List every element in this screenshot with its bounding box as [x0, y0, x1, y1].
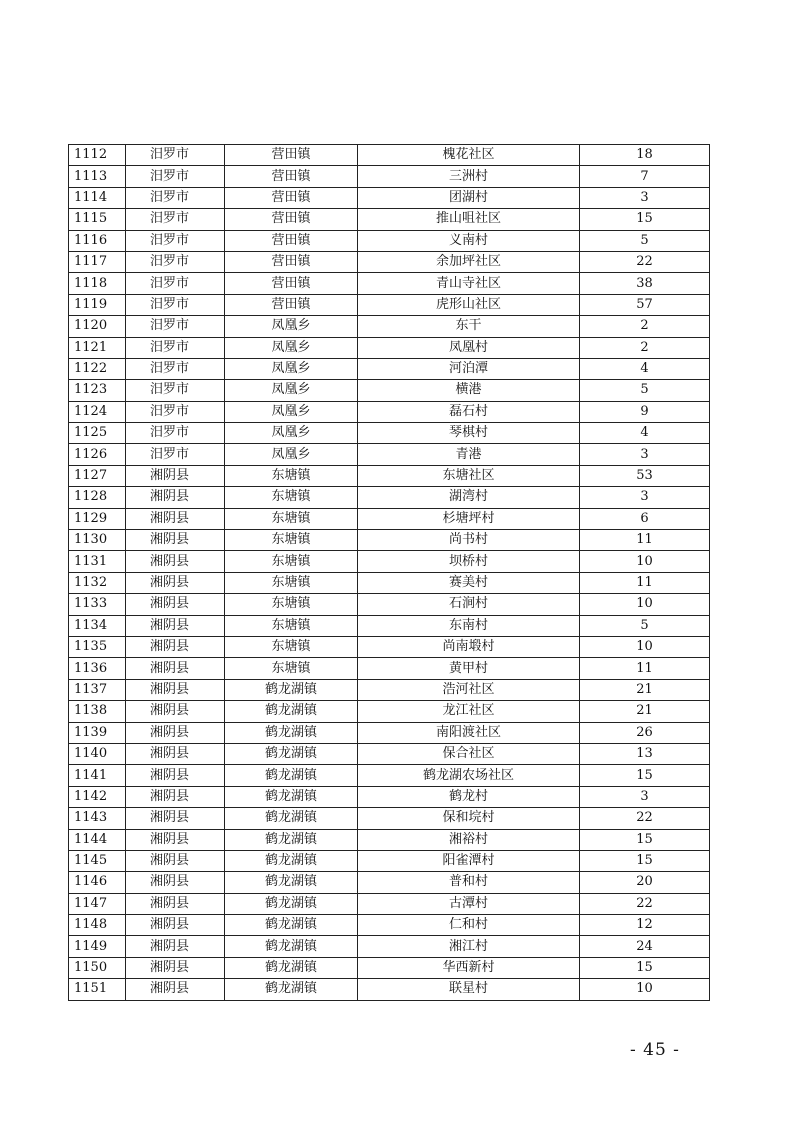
town-cell: 鹤龙湖镇 — [225, 701, 358, 722]
row-number-cell: 1133 — [69, 594, 126, 615]
table-row — [69, 594, 710, 615]
town-cell: 鹤龙湖镇 — [225, 979, 358, 1000]
village-cell: 河泊潭 — [358, 358, 580, 379]
row-number-cell: 1140 — [69, 743, 126, 764]
row-number-cell: 1121 — [69, 337, 126, 358]
town-cell: 凤凰乡 — [225, 444, 358, 465]
town-cell: 营田镇 — [225, 209, 358, 230]
table-row — [69, 722, 710, 743]
village-cell: 虎形山社区 — [358, 294, 580, 315]
village-cell: 青港 — [358, 444, 580, 465]
row-number-cell: 1149 — [69, 936, 126, 957]
village-cell: 横港 — [358, 380, 580, 401]
table-row — [69, 551, 710, 572]
town-cell: 东塘镇 — [225, 572, 358, 593]
town-cell: 东塘镇 — [225, 636, 358, 657]
city-cell: 湘阴县 — [126, 850, 225, 871]
village-cell: 普和村 — [358, 872, 580, 893]
row-number-cell: 1135 — [69, 636, 126, 657]
table-row — [69, 829, 710, 850]
city-cell: 汨罗市 — [126, 316, 225, 337]
count-cell: 21 — [580, 679, 710, 700]
count-cell: 3 — [580, 487, 710, 508]
table-row — [69, 251, 710, 272]
city-cell: 湘阴县 — [126, 765, 225, 786]
town-cell: 营田镇 — [225, 251, 358, 272]
city-cell: 湘阴县 — [126, 786, 225, 807]
table-row — [69, 230, 710, 251]
city-cell: 湘阴县 — [126, 594, 225, 615]
row-number-cell: 1138 — [69, 701, 126, 722]
row-number-cell: 1117 — [69, 251, 126, 272]
village-cell: 东干 — [358, 316, 580, 337]
village-cell: 琴棋村 — [358, 423, 580, 444]
village-cell: 仁和村 — [358, 915, 580, 936]
table-row — [69, 166, 710, 187]
count-cell: 6 — [580, 508, 710, 529]
table-row — [69, 786, 710, 807]
table-row — [69, 423, 710, 444]
town-cell: 东塘镇 — [225, 658, 358, 679]
table-row — [69, 316, 710, 337]
village-cell: 湖湾村 — [358, 487, 580, 508]
city-cell: 汨罗市 — [126, 145, 225, 166]
town-cell: 营田镇 — [225, 187, 358, 208]
town-cell: 凤凰乡 — [225, 401, 358, 422]
count-cell: 22 — [580, 893, 710, 914]
count-cell: 10 — [580, 551, 710, 572]
count-cell: 26 — [580, 722, 710, 743]
village-cell: 义南村 — [358, 230, 580, 251]
village-cell: 槐花社区 — [358, 145, 580, 166]
count-cell: 53 — [580, 465, 710, 486]
city-cell: 汨罗市 — [126, 423, 225, 444]
town-cell: 凤凰乡 — [225, 423, 358, 444]
count-cell: 4 — [580, 423, 710, 444]
row-number-cell: 1137 — [69, 679, 126, 700]
count-cell: 38 — [580, 273, 710, 294]
table-row — [69, 679, 710, 700]
city-cell: 湘阴县 — [126, 487, 225, 508]
village-cell: 保和垸村 — [358, 808, 580, 829]
city-cell: 湘阴县 — [126, 722, 225, 743]
city-cell: 湘阴县 — [126, 743, 225, 764]
village-cell: 黄甲村 — [358, 658, 580, 679]
village-cell: 尚南塅村 — [358, 636, 580, 657]
row-number-cell: 1142 — [69, 786, 126, 807]
village-cell: 青山寺社区 — [358, 273, 580, 294]
town-cell: 营田镇 — [225, 230, 358, 251]
count-cell: 15 — [580, 850, 710, 871]
count-cell: 2 — [580, 316, 710, 337]
table-row — [69, 957, 710, 978]
table-row — [69, 187, 710, 208]
town-cell: 东塘镇 — [225, 594, 358, 615]
count-cell: 9 — [580, 401, 710, 422]
town-cell: 东塘镇 — [225, 615, 358, 636]
count-cell: 12 — [580, 915, 710, 936]
row-number-cell: 1150 — [69, 957, 126, 978]
town-cell: 营田镇 — [225, 294, 358, 315]
city-cell: 湘阴县 — [126, 658, 225, 679]
table-row — [69, 936, 710, 957]
city-cell: 汨罗市 — [126, 380, 225, 401]
village-cell: 龙江社区 — [358, 701, 580, 722]
village-cell: 鹤龙湖农场社区 — [358, 765, 580, 786]
city-cell: 汨罗市 — [126, 294, 225, 315]
city-cell: 湘阴县 — [126, 701, 225, 722]
row-number-cell: 1144 — [69, 829, 126, 850]
row-number-cell: 1118 — [69, 273, 126, 294]
village-cell: 保合社区 — [358, 743, 580, 764]
village-cell: 南阳渡社区 — [358, 722, 580, 743]
village-cell: 阳雀潭村 — [358, 850, 580, 871]
town-cell: 东塘镇 — [225, 508, 358, 529]
town-cell: 营田镇 — [225, 166, 358, 187]
town-cell: 鹤龙湖镇 — [225, 829, 358, 850]
city-cell: 汨罗市 — [126, 337, 225, 358]
town-cell: 凤凰乡 — [225, 337, 358, 358]
table-row — [69, 530, 710, 551]
table-row — [69, 915, 710, 936]
village-cell: 余加坪社区 — [358, 251, 580, 272]
table-row — [69, 444, 710, 465]
city-cell: 湘阴县 — [126, 829, 225, 850]
table-row — [69, 850, 710, 871]
table-row — [69, 465, 710, 486]
count-cell: 3 — [580, 187, 710, 208]
town-cell: 东塘镇 — [225, 465, 358, 486]
count-cell: 4 — [580, 358, 710, 379]
row-number-cell: 1139 — [69, 722, 126, 743]
table-row — [69, 615, 710, 636]
city-cell: 湘阴县 — [126, 808, 225, 829]
row-number-cell: 1112 — [69, 145, 126, 166]
row-number-cell: 1114 — [69, 187, 126, 208]
table-row — [69, 765, 710, 786]
table-row — [69, 145, 710, 166]
city-cell: 湘阴县 — [126, 915, 225, 936]
town-cell: 鹤龙湖镇 — [225, 850, 358, 871]
table-row — [69, 380, 710, 401]
row-number-cell: 1127 — [69, 465, 126, 486]
count-cell: 13 — [580, 743, 710, 764]
town-cell: 凤凰乡 — [225, 316, 358, 337]
row-number-cell: 1128 — [69, 487, 126, 508]
row-number-cell: 1124 — [69, 401, 126, 422]
town-cell: 鹤龙湖镇 — [225, 743, 358, 764]
row-number-cell: 1151 — [69, 979, 126, 1000]
row-number-cell: 1119 — [69, 294, 126, 315]
village-cell: 鹤龙村 — [358, 786, 580, 807]
village-cell: 尚书村 — [358, 530, 580, 551]
count-cell: 5 — [580, 380, 710, 401]
count-cell: 3 — [580, 444, 710, 465]
city-cell: 湘阴县 — [126, 508, 225, 529]
town-cell: 鹤龙湖镇 — [225, 957, 358, 978]
count-cell: 5 — [580, 230, 710, 251]
table-row — [69, 743, 710, 764]
town-cell: 鹤龙湖镇 — [225, 915, 358, 936]
count-cell: 11 — [580, 658, 710, 679]
village-cell: 杉塘坪村 — [358, 508, 580, 529]
village-cell: 东南村 — [358, 615, 580, 636]
village-cell: 石涧村 — [358, 594, 580, 615]
table-row — [69, 401, 710, 422]
town-cell: 营田镇 — [225, 145, 358, 166]
town-cell: 东塘镇 — [225, 487, 358, 508]
count-cell: 24 — [580, 936, 710, 957]
count-cell: 20 — [580, 872, 710, 893]
count-cell: 22 — [580, 808, 710, 829]
village-cell: 凤凰村 — [358, 337, 580, 358]
town-cell: 鹤龙湖镇 — [225, 765, 358, 786]
city-cell: 湘阴县 — [126, 465, 225, 486]
town-cell: 凤凰乡 — [225, 380, 358, 401]
count-cell: 11 — [580, 572, 710, 593]
city-cell: 汨罗市 — [126, 273, 225, 294]
row-number-cell: 1113 — [69, 166, 126, 187]
row-number-cell: 1130 — [69, 530, 126, 551]
count-cell: 15 — [580, 957, 710, 978]
table-row — [69, 658, 710, 679]
row-number-cell: 1116 — [69, 230, 126, 251]
page-number: - 45 - — [630, 1040, 680, 1060]
count-cell: 7 — [580, 166, 710, 187]
row-number-cell: 1126 — [69, 444, 126, 465]
row-number-cell: 1122 — [69, 358, 126, 379]
count-cell: 10 — [580, 636, 710, 657]
village-cell: 湘江村 — [358, 936, 580, 957]
town-cell: 鹤龙湖镇 — [225, 936, 358, 957]
count-cell: 21 — [580, 701, 710, 722]
table-body — [69, 145, 710, 1001]
village-cell: 磊石村 — [358, 401, 580, 422]
count-cell: 15 — [580, 829, 710, 850]
count-cell: 3 — [580, 786, 710, 807]
village-cell: 华西新村 — [358, 957, 580, 978]
row-number-cell: 1131 — [69, 551, 126, 572]
row-number-cell: 1125 — [69, 423, 126, 444]
count-cell: 15 — [580, 765, 710, 786]
row-number-cell: 1123 — [69, 380, 126, 401]
table-row — [69, 209, 710, 230]
village-cell: 联星村 — [358, 979, 580, 1000]
city-cell: 汨罗市 — [126, 251, 225, 272]
count-cell: 10 — [580, 594, 710, 615]
town-cell: 营田镇 — [225, 273, 358, 294]
city-cell: 湘阴县 — [126, 636, 225, 657]
village-cell: 浩河社区 — [358, 679, 580, 700]
village-cell: 坝桥村 — [358, 551, 580, 572]
table-row — [69, 508, 710, 529]
table-row — [69, 893, 710, 914]
count-cell: 11 — [580, 530, 710, 551]
table-row — [69, 487, 710, 508]
town-cell: 东塘镇 — [225, 551, 358, 572]
city-cell: 湘阴县 — [126, 872, 225, 893]
row-number-cell: 1132 — [69, 572, 126, 593]
row-number-cell: 1136 — [69, 658, 126, 679]
city-cell: 湘阴县 — [126, 979, 225, 1000]
count-cell: 57 — [580, 294, 710, 315]
row-number-cell: 1115 — [69, 209, 126, 230]
data-table — [68, 144, 710, 1001]
row-number-cell: 1147 — [69, 893, 126, 914]
row-number-cell: 1148 — [69, 915, 126, 936]
town-cell: 鹤龙湖镇 — [225, 872, 358, 893]
row-number-cell: 1143 — [69, 808, 126, 829]
city-cell: 汨罗市 — [126, 166, 225, 187]
town-cell: 凤凰乡 — [225, 358, 358, 379]
town-cell: 鹤龙湖镇 — [225, 679, 358, 700]
table-row — [69, 872, 710, 893]
row-number-cell: 1145 — [69, 850, 126, 871]
city-cell: 汨罗市 — [126, 209, 225, 230]
village-cell: 推山咀社区 — [358, 209, 580, 230]
village-cell: 湘裕村 — [358, 829, 580, 850]
village-cell: 团湖村 — [358, 187, 580, 208]
table-row — [69, 808, 710, 829]
city-cell: 汨罗市 — [126, 358, 225, 379]
village-cell: 三洲村 — [358, 166, 580, 187]
city-cell: 湘阴县 — [126, 936, 225, 957]
table-row — [69, 701, 710, 722]
table-row — [69, 294, 710, 315]
town-cell: 鹤龙湖镇 — [225, 722, 358, 743]
count-cell: 5 — [580, 615, 710, 636]
town-cell: 鹤龙湖镇 — [225, 786, 358, 807]
city-cell: 汨罗市 — [126, 444, 225, 465]
table-row — [69, 273, 710, 294]
city-cell: 汨罗市 — [126, 187, 225, 208]
town-cell: 鹤龙湖镇 — [225, 808, 358, 829]
row-number-cell: 1141 — [69, 765, 126, 786]
row-number-cell: 1129 — [69, 508, 126, 529]
city-cell: 湘阴县 — [126, 957, 225, 978]
town-cell: 东塘镇 — [225, 530, 358, 551]
city-cell: 汨罗市 — [126, 401, 225, 422]
row-number-cell: 1146 — [69, 872, 126, 893]
count-cell: 2 — [580, 337, 710, 358]
city-cell: 湘阴县 — [126, 893, 225, 914]
count-cell: 10 — [580, 979, 710, 1000]
count-cell: 15 — [580, 209, 710, 230]
village-cell: 东塘社区 — [358, 465, 580, 486]
city-cell: 汨罗市 — [126, 230, 225, 251]
count-cell: 22 — [580, 251, 710, 272]
table-row — [69, 636, 710, 657]
table-row — [69, 572, 710, 593]
city-cell: 湘阴县 — [126, 615, 225, 636]
table-row — [69, 358, 710, 379]
row-number-cell: 1134 — [69, 615, 126, 636]
table-row — [69, 979, 710, 1000]
count-cell: 18 — [580, 145, 710, 166]
city-cell: 湘阴县 — [126, 551, 225, 572]
city-cell: 湘阴县 — [126, 530, 225, 551]
village-cell: 赛美村 — [358, 572, 580, 593]
town-cell: 鹤龙湖镇 — [225, 893, 358, 914]
city-cell: 湘阴县 — [126, 679, 225, 700]
table-row — [69, 337, 710, 358]
village-cell: 古潭村 — [358, 893, 580, 914]
city-cell: 湘阴县 — [126, 572, 225, 593]
row-number-cell: 1120 — [69, 316, 126, 337]
